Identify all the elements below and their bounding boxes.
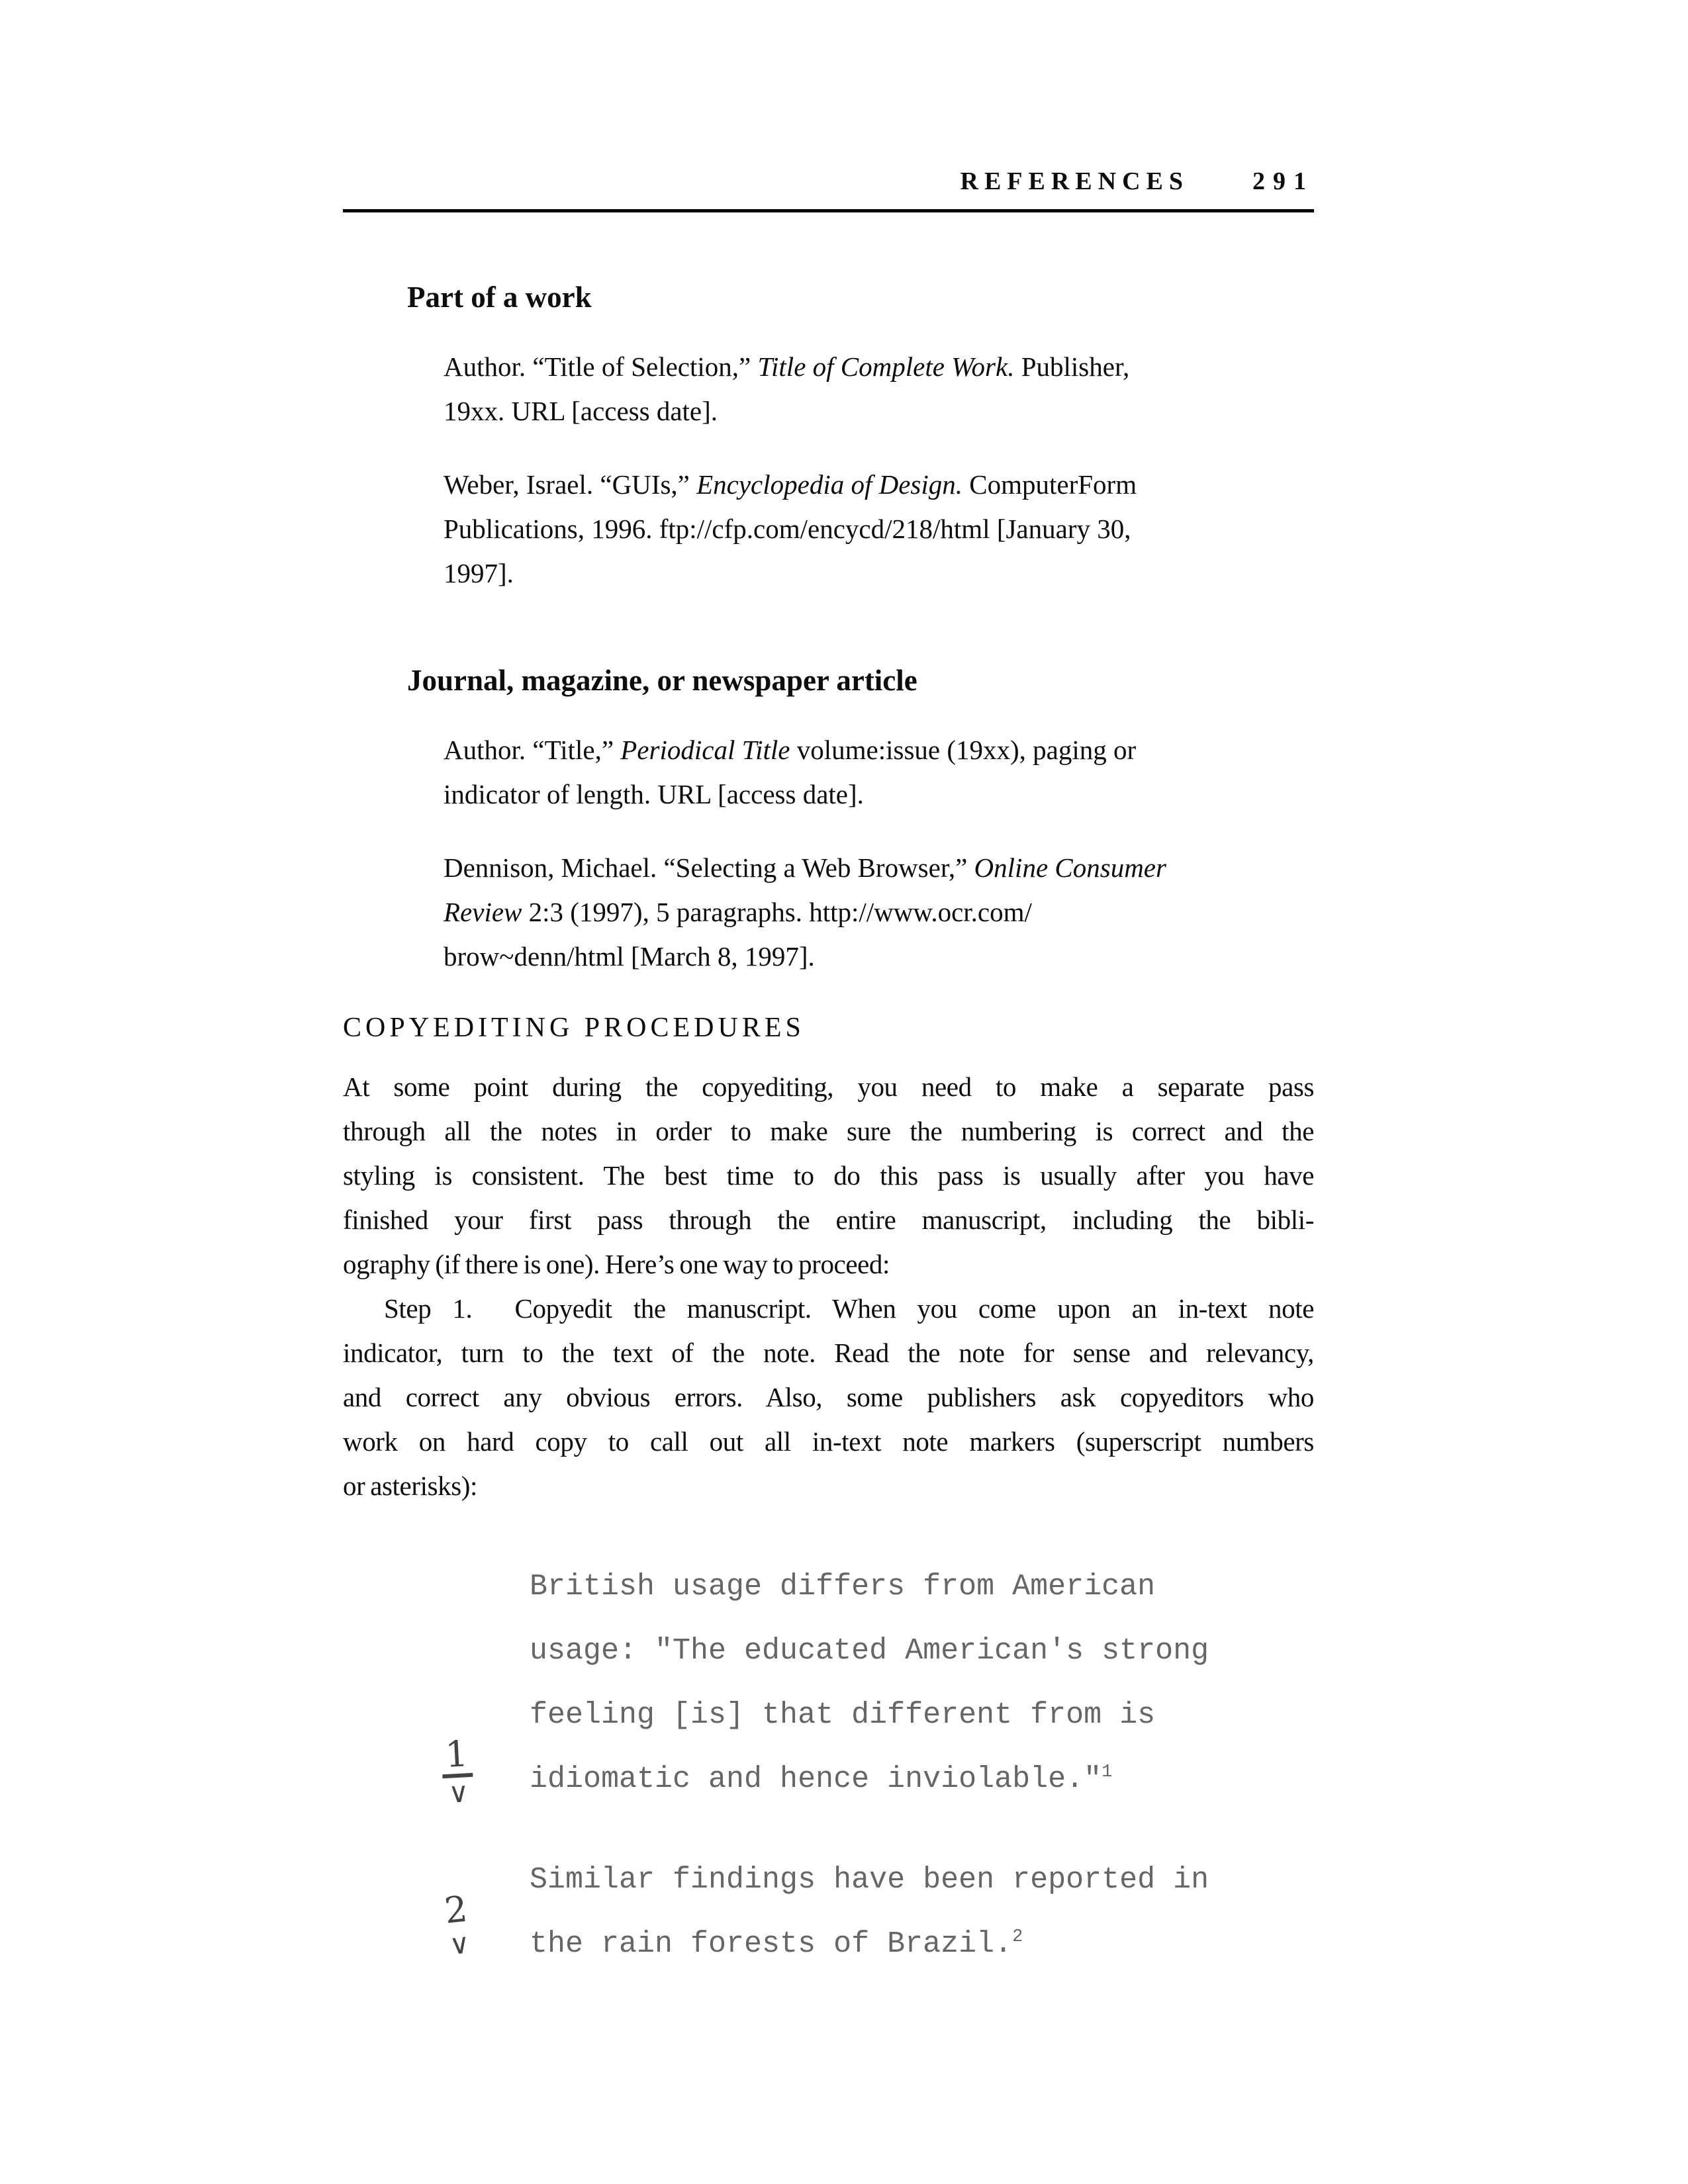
reference-entry-template-journal xyxy=(444,728,1314,817)
paragraph-line: finished your first pass through the entire manuscript, including the bibli- xyxy=(343,1205,1314,1235)
typescript-line xyxy=(530,1619,1314,1683)
paragraph-line: indicator, turn to the text of the note. Read the note for sense and relevancy, xyxy=(343,1338,1314,1368)
entry-text: Dennison, Michael. “Selecting a Web Browser,” xyxy=(444,852,974,883)
entry-text: volume:issue (19xx), paging or xyxy=(790,735,1137,765)
paragraph-line: work on hard copy to call out all in-text note markers (superscript numbers xyxy=(343,1426,1314,1457)
entry-line xyxy=(444,772,1314,817)
entry-text-italic: Title of Complete Work. xyxy=(757,351,1015,382)
typescript-text: the rain forests of Brazil. xyxy=(530,1927,1013,1961)
typescript-text: usage: "The educated American's strong xyxy=(530,1634,1209,1668)
callout-number: 2 xyxy=(442,1888,470,1932)
entry-text: 2:3 (1997), 5 paragraphs. http://www.ocr.com/ xyxy=(522,897,1032,927)
caret-icon: ∨ xyxy=(447,1927,472,1962)
typescript-text: Similar findings have been reported in xyxy=(530,1863,1209,1897)
paragraph-line: Step 1. Copyedit the manuscript. When you come upon an in-text note xyxy=(384,1293,1314,1324)
reference-entry-weber xyxy=(444,463,1314,596)
entry-text: Author. “Title of Selection,” xyxy=(444,351,758,382)
entry-text: Author. “Title,” xyxy=(444,735,621,765)
entry-line xyxy=(444,728,1314,772)
body-paragraph-step-1 xyxy=(343,1287,1314,1508)
running-header xyxy=(343,167,1314,196)
entry-text: ComputerForm xyxy=(962,469,1137,500)
section-heading-journal-article: Journal, magazine, or newspaper article xyxy=(407,664,917,697)
entry-line xyxy=(444,934,1314,979)
entry-text: Publisher, xyxy=(1014,351,1130,382)
callout-mark-1 xyxy=(440,1733,475,1809)
entry-line xyxy=(444,345,1314,389)
caret-icon: ∨ xyxy=(447,1776,470,1809)
section-heading-part-of-a-work: Part of a work xyxy=(407,281,592,314)
typescript-text: idiomatic and hence inviolable." xyxy=(530,1762,1102,1796)
page-content xyxy=(343,0,1314,1976)
entry-text: 19xx. URL [access date]. xyxy=(444,396,718,426)
note-number-superscript: 1 xyxy=(1102,1762,1113,1782)
entry-line xyxy=(444,890,1314,934)
typescript-line xyxy=(530,1683,1314,1747)
callout-mark-2 xyxy=(439,1888,476,1962)
entry-text-italic: Periodical Title xyxy=(620,735,790,765)
section-heading-copyediting-procedures: COPYEDITING PROCEDURES xyxy=(343,1013,805,1043)
typescript-line xyxy=(530,1555,1314,1619)
entry-text: brow~denn/html [March 8, 1997]. xyxy=(444,941,815,972)
body-paragraph xyxy=(343,1065,1314,1287)
note-number-superscript: 2 xyxy=(1012,1927,1023,1947)
page-number: 291 xyxy=(1252,167,1314,195)
paragraph-line: At some point during the copyediting, you need to make a separate pass xyxy=(343,1071,1314,1102)
entry-text: Weber, Israel. “GUIs,” xyxy=(444,469,697,500)
entry-line xyxy=(444,507,1314,551)
paragraph-line: ography (if there is one). Here’s one way to proceed: xyxy=(343,1249,890,1279)
entry-text-italic: Online Consumer xyxy=(974,852,1166,883)
typescript-line xyxy=(530,1848,1314,1912)
reference-entry-dennison xyxy=(444,846,1314,979)
typescript-line xyxy=(442,1888,1314,1976)
entry-text: indicator of length. URL [access date]. xyxy=(444,779,864,809)
entry-line xyxy=(444,389,1314,433)
paragraph-line: through all the notes in order to make sure the numbering is correct and the xyxy=(343,1116,1314,1146)
entry-line xyxy=(444,846,1314,890)
entry-text: 1997]. xyxy=(444,558,514,588)
typescript-text: British usage differs from American xyxy=(530,1570,1156,1604)
paragraph-line: or asterisks): xyxy=(343,1471,478,1501)
paragraph-line: styling is consistent. The best time to do this pass is usually after you have xyxy=(343,1160,1314,1191)
typescript-text: feeling [is] that different from is xyxy=(530,1698,1156,1732)
typescript-line xyxy=(444,1733,1314,1811)
header-rule xyxy=(343,209,1314,212)
reference-entry-template-part xyxy=(444,345,1314,433)
entry-line xyxy=(444,551,1314,596)
typescript-sample xyxy=(442,1555,1314,1976)
callout-number: 1 xyxy=(440,1736,473,1778)
entry-line xyxy=(444,463,1314,507)
entry-text-italic: Encyclopedia of Design. xyxy=(696,469,963,500)
entry-text-italic: Review xyxy=(444,897,522,927)
entry-text: Publications, 1996. ftp://cfp.com/encycd/218/html [January 30, xyxy=(444,514,1131,544)
paragraph-line: and correct any obvious errors. Also, some publishers ask copyeditors who xyxy=(343,1382,1314,1412)
running-head-title: REFERENCES xyxy=(960,167,1189,195)
